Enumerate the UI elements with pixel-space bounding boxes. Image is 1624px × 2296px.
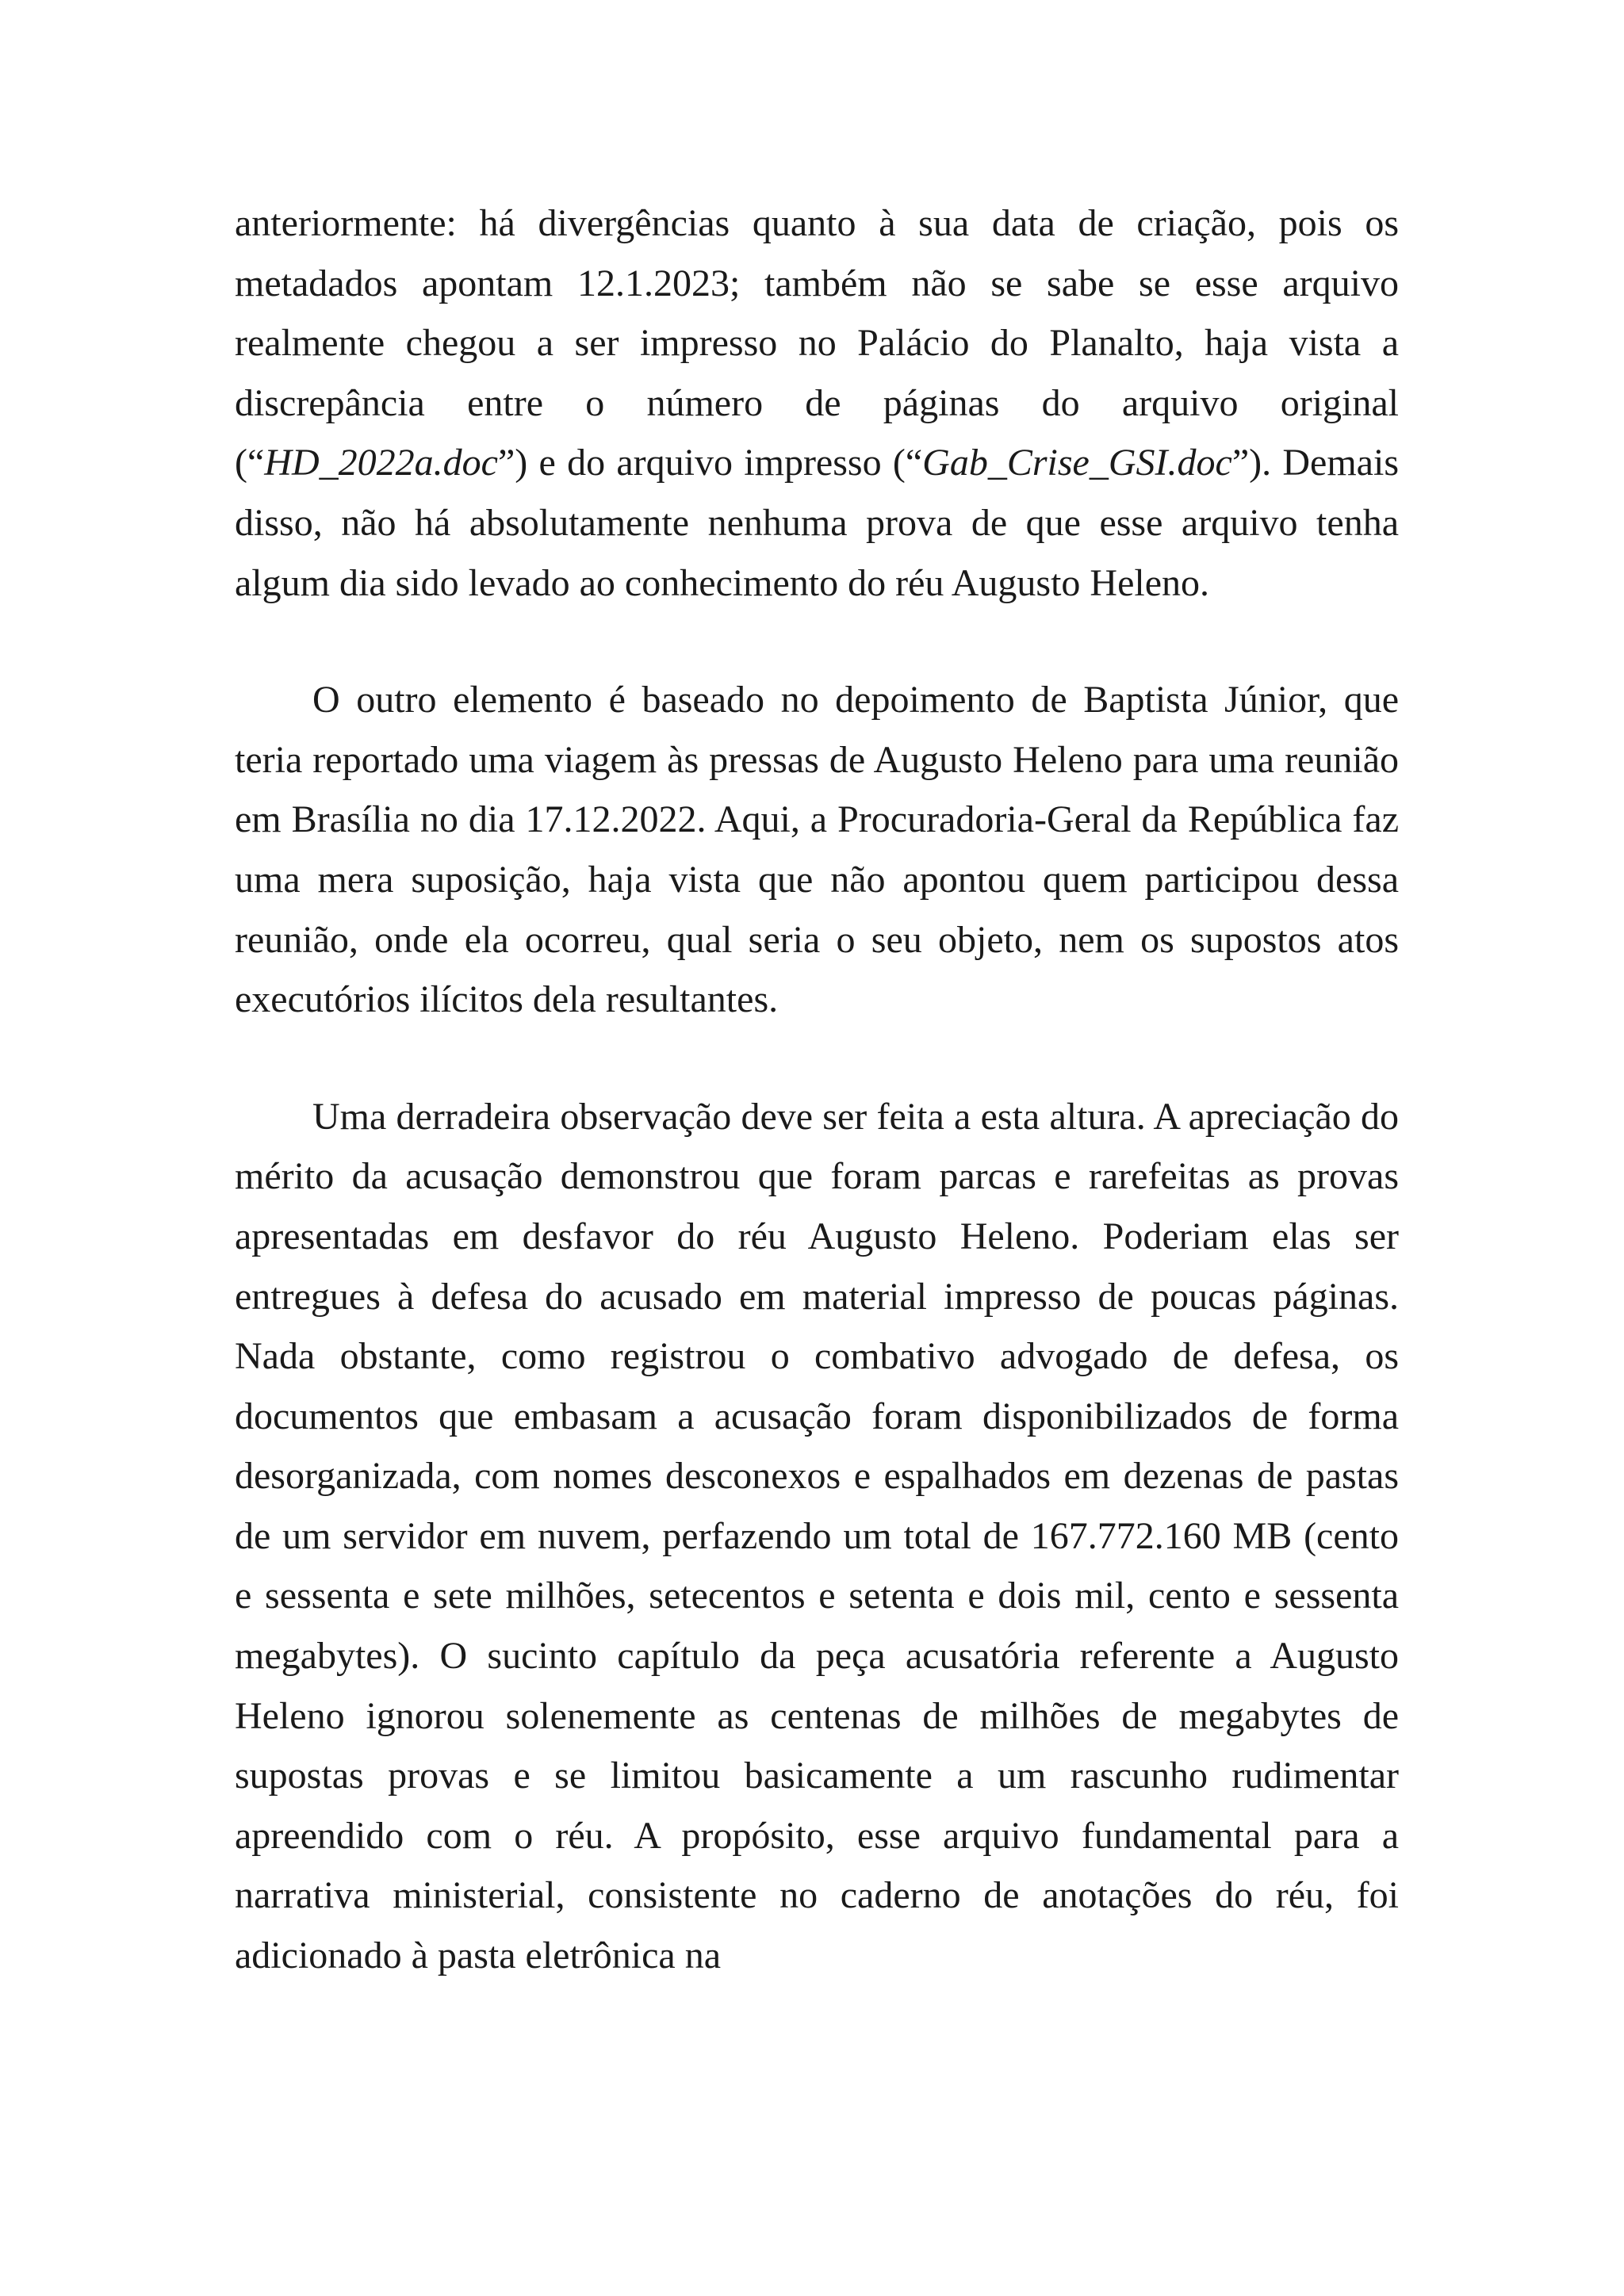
paragraph-2: O outro elemento é baseado no depoimento de Baptista Júnior, que teria reportado uma viagem às pressas de Augusto Heleno para uma reunião em Brasília no dia 17.12.2022. Aqui, a Procuradoria-Geral da República faz uma mera suposição, haja vista que não apontou quem participou dessa reunião, onde ela ocorreu, qual seria o seu objeto, nem os supostos atos executórios ilícitos dela resultantes.	[235, 679, 1399, 1021]
document-body	[235, 193, 1399, 1986]
filename-printed: Gab_Crise_GSI.doc	[922, 442, 1232, 484]
paragraph-3: Uma derradeira observação deve ser feita a esta altura. A apreciação do mérito da acusação demonstrou que foram parcas e rarefeitas as provas apresentadas em desfavor do réu Augusto Heleno. Poderiam elas ser entregues à defesa do acusado em material impresso de poucas páginas. Nada obstante, como registrou o combativo advogado de defesa, os documentos que embasam a acusação foram disponibilizados de forma desorganizada, com nomes desconexos e espalhados em dezenas de pastas de um servidor em nuvem, perfazendo um total de 167.772.160 MB (cento e sessenta e sete milhões, setecentos e setenta e dois mil, cento e sessenta megabytes). O sucinto capítulo da peça acusatória referente a Augusto Heleno ignorou solenemente as centenas de milhões de megabytes de supostas provas e se limitou basicamente a um rascunho rudimentar apreendido com o réu. A propósito, esse arquivo fundamental para a narrativa ministerial, consistente no caderno de anotações do réu, foi adicionado à pasta eletrônica na	[235, 1095, 1399, 1977]
filename-original: HD_2022a.doc	[264, 442, 498, 484]
paragraph-1	[235, 193, 1399, 613]
paragraph-1-text-c: ”). Demais disso, não há absolutamente nenhuma prova de que esse arquivo tenha algum dia sido levado ao conhecimento do réu Augusto Heleno.	[235, 442, 1400, 604]
paragraph-1-text-a: anteriormente: há divergências quanto à sua data de criação, pois os metadados apontam 12.1.2023; também não se sabe se esse arquivo realmente chegou a ser impresso no Palácio do Planalto, haja vista a discrepância entre o número de páginas do arquivo original (“	[235, 202, 1399, 484]
paragraph-1-text-b: ”) e do arquivo impresso (“	[497, 442, 923, 484]
